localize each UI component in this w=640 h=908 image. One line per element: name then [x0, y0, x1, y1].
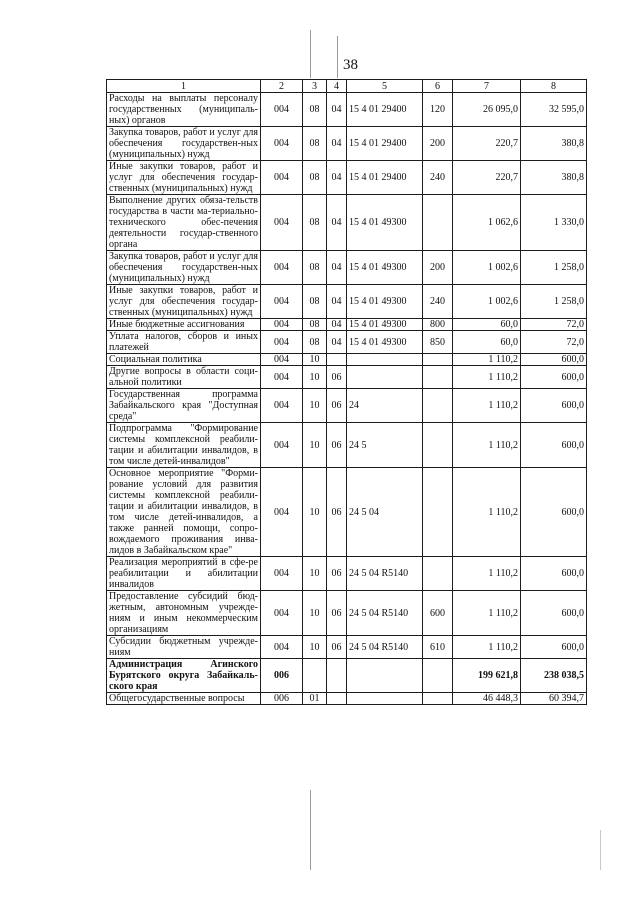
- section-code-cell: 08: [303, 195, 327, 251]
- page-number: 38: [343, 57, 358, 73]
- scan-line-bottom: [310, 790, 311, 870]
- subsection-code-cell: 04: [327, 161, 347, 195]
- amount-year1-cell: 1 110,2: [453, 636, 521, 659]
- amount-year1-cell: 199 621,8: [453, 659, 521, 693]
- amount-year1-cell: 1 110,2: [453, 354, 521, 366]
- amount-year1-cell: 26 095,0: [453, 93, 521, 127]
- subsection-code-cell: 06: [327, 389, 347, 423]
- table-row: [107, 354, 587, 366]
- expense-type-cell: 200: [423, 251, 453, 285]
- target-article-cell: 15 4 01 29400: [347, 127, 423, 161]
- column-header: 8: [521, 80, 587, 93]
- expense-type-cell: [423, 693, 453, 705]
- section-code-cell: 01: [303, 693, 327, 705]
- scan-line-right-edge: [600, 830, 601, 870]
- subsection-code-cell: 04: [327, 127, 347, 161]
- table-header-row: [107, 80, 587, 93]
- column-header: 2: [261, 80, 303, 93]
- table-body: [107, 93, 587, 705]
- row-name-cell: Реализация мероприятий в сфе-ре реабилитации и абилитации инвалидов: [107, 557, 261, 591]
- budget-table: [106, 79, 587, 705]
- column-header: 5: [347, 80, 423, 93]
- section-code-cell: 08: [303, 285, 327, 319]
- amount-year2-cell: 600,0: [521, 366, 587, 389]
- expense-type-cell: [423, 557, 453, 591]
- amount-year2-cell: 380,8: [521, 161, 587, 195]
- section-code-cell: 08: [303, 127, 327, 161]
- amount-year2-cell: 600,0: [521, 389, 587, 423]
- row-name-cell: Государственная программа Забайкальского края "Доступная среда": [107, 389, 261, 423]
- subsection-code-cell: [327, 693, 347, 705]
- section-code-cell: 10: [303, 557, 327, 591]
- ministry-code-cell: 004: [261, 319, 303, 331]
- scan-line-top: [310, 30, 311, 78]
- subsection-code-cell: 04: [327, 195, 347, 251]
- amount-year2-cell: 600,0: [521, 354, 587, 366]
- table-row: [107, 468, 587, 557]
- amount-year2-cell: 60 394,7: [521, 693, 587, 705]
- amount-year1-cell: 1 110,2: [453, 389, 521, 423]
- amount-year2-cell: 238 038,5: [521, 659, 587, 693]
- section-code-cell: 08: [303, 251, 327, 285]
- expense-type-cell: 610: [423, 636, 453, 659]
- table-row: [107, 127, 587, 161]
- ministry-code-cell: 004: [261, 423, 303, 468]
- expense-type-cell: [423, 423, 453, 468]
- subsection-code-cell: 06: [327, 468, 347, 557]
- subsection-code-cell: 04: [327, 331, 347, 354]
- amount-year1-cell: 1 110,2: [453, 423, 521, 468]
- ministry-code-cell: 004: [261, 591, 303, 636]
- section-code-cell: 08: [303, 161, 327, 195]
- amount-year2-cell: 1 258,0: [521, 285, 587, 319]
- ministry-code-cell: 004: [261, 468, 303, 557]
- amount-year2-cell: 1 330,0: [521, 195, 587, 251]
- row-name-cell: Подпрограмма "Формирование системы комплексной реабили-тации и абилитации инвалидов, в том числе детей-инвалидов": [107, 423, 261, 468]
- table-row: [107, 423, 587, 468]
- table-row: [107, 195, 587, 251]
- subsection-code-cell: 04: [327, 251, 347, 285]
- expense-type-cell: 240: [423, 161, 453, 195]
- target-article-cell: 15 4 01 29400: [347, 93, 423, 127]
- row-name-cell: Закупка товаров, работ и услуг для обеспечения государствен-ных (муниципальных) нужд: [107, 127, 261, 161]
- subsection-code-cell: [327, 659, 347, 693]
- ministry-code-cell: 004: [261, 127, 303, 161]
- subsection-code-cell: 06: [327, 591, 347, 636]
- amount-year1-cell: 1 002,6: [453, 285, 521, 319]
- amount-year2-cell: 72,0: [521, 331, 587, 354]
- row-name-cell: Основное мероприятие "Форми-рование условий для развития системы комплексной реабили-тации и абилитации инвалидов, в том числе детей-инвалидов, а также ранней помощи, сопро-вождаемого проживания инва-лидов в Забайкальском крае": [107, 468, 261, 557]
- expense-type-cell: 600: [423, 591, 453, 636]
- amount-year2-cell: 1 258,0: [521, 251, 587, 285]
- row-name-cell: Субсидии бюджетным учрежде-ниям: [107, 636, 261, 659]
- amount-year1-cell: 1 110,2: [453, 591, 521, 636]
- section-code-cell: 10: [303, 389, 327, 423]
- target-article-cell: 15 4 01 49300: [347, 195, 423, 251]
- expense-type-cell: 800: [423, 319, 453, 331]
- target-article-cell: [347, 354, 423, 366]
- table-row: [107, 591, 587, 636]
- target-article-cell: 24 5 04 R5140: [347, 557, 423, 591]
- amount-year1-cell: 46 448,3: [453, 693, 521, 705]
- ministry-code-cell: 006: [261, 659, 303, 693]
- table-row: [107, 331, 587, 354]
- table-row: [107, 389, 587, 423]
- amount-year2-cell: 600,0: [521, 423, 587, 468]
- table-row: [107, 557, 587, 591]
- target-article-cell: [347, 693, 423, 705]
- column-header: 6: [423, 80, 453, 93]
- section-code-cell: 10: [303, 468, 327, 557]
- expense-type-cell: [423, 366, 453, 389]
- row-name-cell: Другие вопросы в области соци-альной политики: [107, 366, 261, 389]
- subsection-code-cell: [327, 354, 347, 366]
- section-code-cell: 10: [303, 423, 327, 468]
- amount-year2-cell: 32 595,0: [521, 93, 587, 127]
- row-name-cell: Общегосударственные вопросы: [107, 693, 261, 705]
- target-article-cell: 24: [347, 389, 423, 423]
- section-code-cell: 08: [303, 93, 327, 127]
- ministry-code-cell: 004: [261, 366, 303, 389]
- subsection-code-cell: 04: [327, 93, 347, 127]
- section-code-cell: 08: [303, 319, 327, 331]
- row-name-cell: Расходы на выплаты персоналу государственных (муниципаль-ных) органов: [107, 93, 261, 127]
- ministry-code-cell: 004: [261, 285, 303, 319]
- row-name-cell: Предоставление субсидий бюд-жетным, автономным учрежде-ниям и иным некоммерческим организациям: [107, 591, 261, 636]
- target-article-cell: 15 4 01 49300: [347, 251, 423, 285]
- section-code-cell: 10: [303, 591, 327, 636]
- section-code-cell: 10: [303, 366, 327, 389]
- column-header: 7: [453, 80, 521, 93]
- amount-year1-cell: 60,0: [453, 319, 521, 331]
- table-row: [107, 636, 587, 659]
- row-name-cell: Иные закупки товаров, работ и услуг для обеспечения государ-ственных (муниципальных) нужд: [107, 285, 261, 319]
- amount-year1-cell: 1 062,6: [453, 195, 521, 251]
- amount-year1-cell: 1 110,2: [453, 468, 521, 557]
- ministry-code-cell: 004: [261, 636, 303, 659]
- expense-type-cell: [423, 468, 453, 557]
- expense-type-cell: 240: [423, 285, 453, 319]
- row-name-cell: Уплата налогов, сборов и иных платежей: [107, 331, 261, 354]
- subsection-code-cell: 06: [327, 366, 347, 389]
- subsection-code-cell: 04: [327, 285, 347, 319]
- column-header: 3: [303, 80, 327, 93]
- row-name-cell: Администрация Агинского Бурятского округа Забайкаль-ского края: [107, 659, 261, 693]
- ministry-code-cell: 004: [261, 354, 303, 366]
- target-article-cell: 15 4 01 49300: [347, 319, 423, 331]
- section-code-cell: 08: [303, 331, 327, 354]
- expense-type-cell: 200: [423, 127, 453, 161]
- target-article-cell: 24 5 04: [347, 468, 423, 557]
- table-row: [107, 319, 587, 331]
- ministry-code-cell: 004: [261, 331, 303, 354]
- amount-year1-cell: 220,7: [453, 161, 521, 195]
- expense-type-cell: [423, 389, 453, 423]
- target-article-cell: 24 5 04 R5140: [347, 636, 423, 659]
- table-row: [107, 659, 587, 693]
- ministry-code-cell: 004: [261, 389, 303, 423]
- ministry-code-cell: 004: [261, 251, 303, 285]
- row-name-cell: Выполнение других обяза-тельств государства в части ма-териально-технического обес-печения деятельности государ-ственного органа: [107, 195, 261, 251]
- amount-year1-cell: 220,7: [453, 127, 521, 161]
- subsection-code-cell: 06: [327, 423, 347, 468]
- amount-year1-cell: 1 110,2: [453, 557, 521, 591]
- ministry-code-cell: 004: [261, 195, 303, 251]
- target-article-cell: [347, 659, 423, 693]
- amount-year2-cell: 600,0: [521, 557, 587, 591]
- amount-year1-cell: 60,0: [453, 331, 521, 354]
- amount-year2-cell: 600,0: [521, 636, 587, 659]
- table-row: [107, 693, 587, 705]
- scan-line-top-right: [337, 36, 338, 78]
- expense-type-cell: [423, 354, 453, 366]
- expense-type-cell: 850: [423, 331, 453, 354]
- target-article-cell: 24 5: [347, 423, 423, 468]
- target-article-cell: [347, 366, 423, 389]
- table-row: [107, 161, 587, 195]
- target-article-cell: 15 4 01 29400: [347, 161, 423, 195]
- row-name-cell: Социальная политика: [107, 354, 261, 366]
- amount-year2-cell: 600,0: [521, 468, 587, 557]
- table-row: [107, 285, 587, 319]
- ministry-code-cell: 004: [261, 557, 303, 591]
- subsection-code-cell: 06: [327, 636, 347, 659]
- section-code-cell: 10: [303, 636, 327, 659]
- target-article-cell: 15 4 01 49300: [347, 331, 423, 354]
- amount-year2-cell: 72,0: [521, 319, 587, 331]
- row-name-cell: Закупка товаров, работ и услуг для обеспечения государствен-ных (муниципальных) нужд: [107, 251, 261, 285]
- section-code-cell: [303, 659, 327, 693]
- amount-year1-cell: 1 110,2: [453, 366, 521, 389]
- ministry-code-cell: 004: [261, 93, 303, 127]
- table-row: [107, 93, 587, 127]
- expense-type-cell: [423, 659, 453, 693]
- ministry-code-cell: 006: [261, 693, 303, 705]
- column-header: 4: [327, 80, 347, 93]
- row-name-cell: Иные закупки товаров, работ и услуг для обеспечения государ-ственных (муниципальных) нужд: [107, 161, 261, 195]
- table-row: [107, 251, 587, 285]
- amount-year1-cell: 1 002,6: [453, 251, 521, 285]
- row-name-cell: Иные бюджетные ассигнования: [107, 319, 261, 331]
- expense-type-cell: 120: [423, 93, 453, 127]
- column-header: 1: [107, 80, 261, 93]
- amount-year2-cell: 380,8: [521, 127, 587, 161]
- table-row: [107, 366, 587, 389]
- target-article-cell: 24 5 04 R5140: [347, 591, 423, 636]
- target-article-cell: 15 4 01 49300: [347, 285, 423, 319]
- ministry-code-cell: 004: [261, 161, 303, 195]
- expense-type-cell: [423, 195, 453, 251]
- subsection-code-cell: 06: [327, 557, 347, 591]
- section-code-cell: 10: [303, 354, 327, 366]
- subsection-code-cell: 04: [327, 319, 347, 331]
- amount-year2-cell: 600,0: [521, 591, 587, 636]
